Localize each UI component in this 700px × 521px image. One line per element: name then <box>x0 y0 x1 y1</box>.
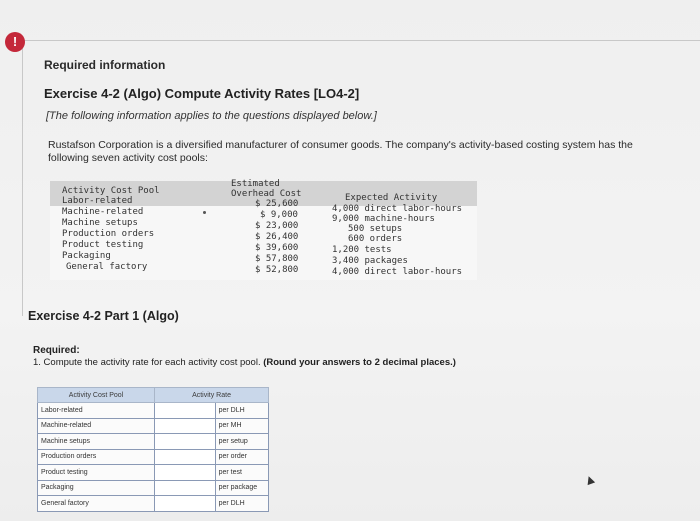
required-label: Required: <box>33 345 80 356</box>
pool-activity: 9,000 machine-hours <box>332 214 435 224</box>
table-row <box>38 449 269 465</box>
rate-input[interactable] <box>155 465 216 481</box>
rate-row-pool: Production orders <box>38 449 155 465</box>
rate-row-pool: General factory <box>38 496 155 512</box>
col-header-cost-line1: Estimated <box>231 179 280 189</box>
pool-name: Production orders <box>62 229 155 239</box>
rate-unit: per DLH <box>215 403 268 419</box>
table-row <box>38 480 269 496</box>
pool-name: Machine setups <box>62 218 138 228</box>
rate-input[interactable] <box>155 449 216 465</box>
rate-unit: per order <box>215 449 268 465</box>
pool-cost: $ 23,000 <box>255 221 299 231</box>
rate-unit: per test <box>215 465 268 481</box>
pool-name: Labor-related <box>62 196 133 206</box>
rate-unit: per MH <box>215 418 268 434</box>
pool-activity: 1,200 tests <box>332 245 392 255</box>
rate-input[interactable] <box>155 496 216 512</box>
rate-input[interactable] <box>155 434 216 450</box>
pool-cost: $ 39,600 <box>255 243 299 253</box>
required-info-heading: Required information <box>44 58 166 72</box>
pool-activity: 500 setups <box>348 224 403 234</box>
pool-cost: $ 26,400 <box>255 232 299 242</box>
table-row <box>38 496 269 512</box>
bullet-dot <box>203 211 206 214</box>
rate-input[interactable] <box>155 403 216 419</box>
instruction-rounding: (Round your answers to 2 decimal places.) <box>263 357 456 368</box>
pool-activity: 4,000 direct labor-hours <box>332 204 463 214</box>
rate-row-pool: Machine-related <box>38 418 155 434</box>
pool-activity: 3,400 packages <box>332 256 408 266</box>
col-header-cost-line2: Overhead Cost <box>231 189 302 199</box>
col-header-pool: Activity Cost Pool <box>62 186 160 196</box>
mouse-cursor-icon <box>585 475 595 485</box>
cost-pool-table <box>50 181 477 280</box>
pool-cost: $ 25,600 <box>255 199 299 209</box>
pool-activity: 600 orders <box>348 234 403 244</box>
exercise-note: [The following information applies to the questions displayed below.] <box>46 110 377 122</box>
pool-name: General factory <box>66 262 148 272</box>
rate-table-header-row <box>38 388 269 403</box>
instruction-text <box>33 357 456 368</box>
pool-cost: $ 9,000 <box>260 210 298 220</box>
rate-unit: per package <box>215 480 268 496</box>
activity-rate-table <box>37 387 269 512</box>
pool-name: Product testing <box>62 240 144 250</box>
instruction-main: 1. Compute the activity rate for each activity cost pool. <box>33 357 261 368</box>
part-title: Exercise 4-2 Part 1 (Algo) <box>28 309 179 323</box>
rate-input[interactable] <box>155 480 216 496</box>
table-row <box>38 403 269 419</box>
rate-row-pool: Packaging <box>38 480 155 496</box>
pool-name: Machine-related <box>62 207 144 217</box>
rate-row-pool: Machine setups <box>38 434 155 450</box>
rate-unit: per DLH <box>215 496 268 512</box>
rate-header-rate: Activity Rate <box>155 388 269 403</box>
table-row <box>38 418 269 434</box>
pool-cost: $ 52,800 <box>255 265 299 275</box>
pool-cost: $ 57,800 <box>255 254 299 264</box>
col-header-activity: Expected Activity <box>345 193 438 203</box>
pool-activity: 4,000 direct labor-hours <box>332 267 463 277</box>
rate-header-pool: Activity Cost Pool <box>38 388 155 403</box>
rate-input[interactable] <box>155 418 216 434</box>
table-row <box>38 465 269 481</box>
intro-text: Rustafson Corporation is a diversified manufacturer of consumer goods. The company's activity-based costing system has the following seven activity cost pools: <box>48 139 633 164</box>
alert-icon: ! <box>5 32 25 52</box>
pool-name: Packaging <box>62 251 111 261</box>
exercise-title: Exercise 4-2 (Algo) Compute Activity Rates [LO4-2] <box>44 86 360 101</box>
rate-unit: per setup <box>215 434 268 450</box>
rate-row-pool: Labor-related <box>38 403 155 419</box>
rate-row-pool: Product testing <box>38 465 155 481</box>
table-row <box>38 434 269 450</box>
